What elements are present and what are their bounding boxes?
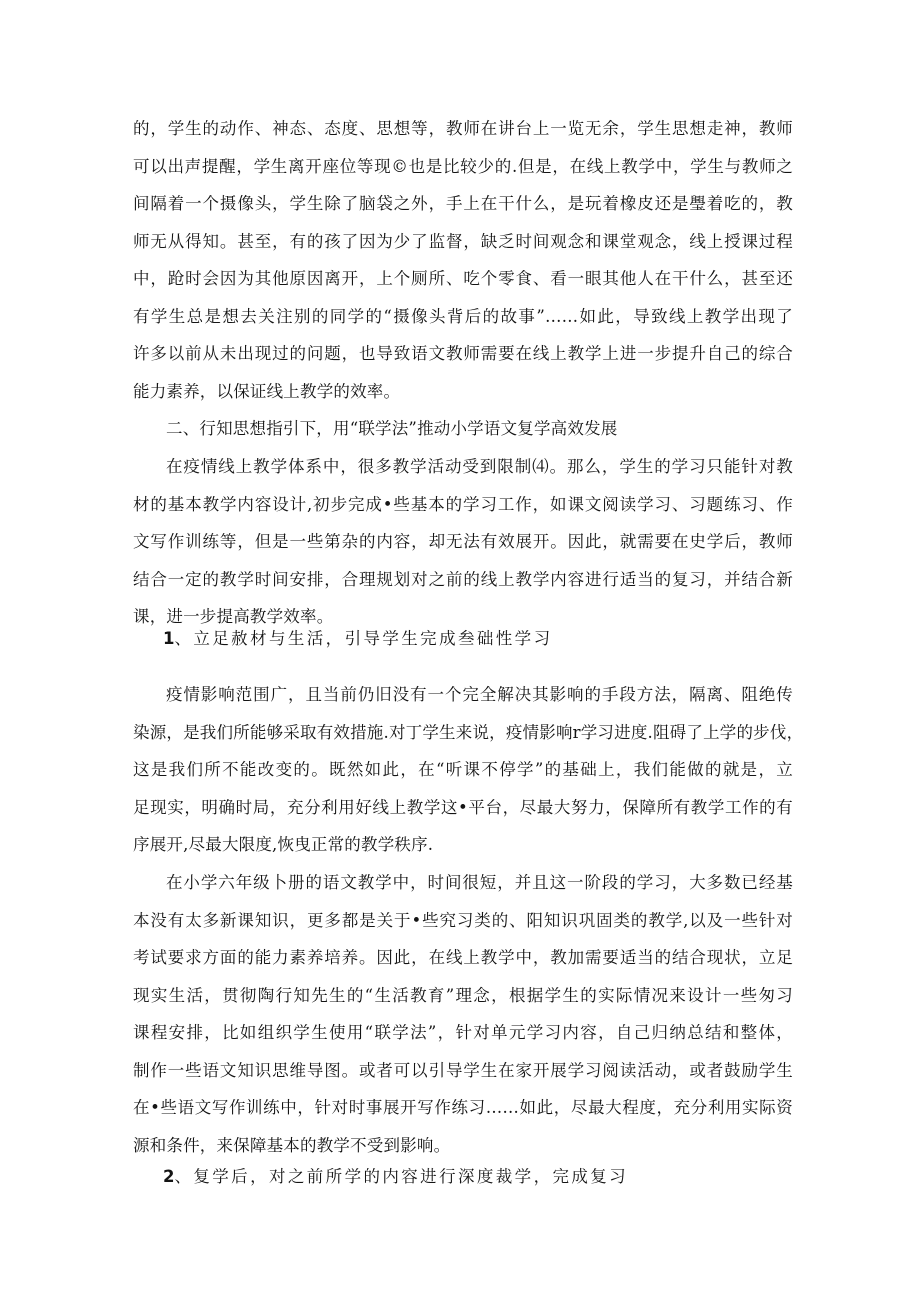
text-line: 考试要求方面的能力素养培养。因此，在线上教学中，教加需要适当的结合现状，立足 [133, 948, 793, 967]
text-line: 在•些语文写作训练中，针对时事展开写作练习……如此，尽最大程度，充分利用实际资 [133, 1098, 793, 1117]
text-line: 这是我们所不能改变的。既然如此，在“听课不停学”的基础上，我们能做的就是，立 [133, 760, 793, 779]
text-line: 现实生活，贯彻陶行知先生的“生活教育”理念，根据学生的实际情况来设计一些匆习 [133, 985, 793, 1005]
section-heading-two [133, 410, 793, 448]
text-line: 中，跄时会因为其他原因离开，上个厕所、吃个零食、看一眼其他人在干什么，甚至还 [133, 269, 793, 288]
text-line: 的，学生的动作、神态、态度、思想等，教师在讲台上一览无余，学生思想走神，教师 [133, 119, 793, 138]
text-line: 二、行知思想指引下，用“联学法”推动小学语文复学高效发展 [166, 419, 618, 438]
subheading-text: 、复学后，对之前所学的内容进行深度裁学，完成复习 [174, 1167, 629, 1186]
text-line: 间隔着一个摄像头，学生除了脑袋之外，手上在干什么，是玩着橡皮还是璺着吃的，教 [133, 194, 793, 213]
subheading-number: 1 [163, 629, 175, 648]
text-line: 在小学六年级卜册的语文教学中，时间很短，并且这一阶段的学习，大多数已经基 [166, 873, 793, 892]
text-line: 有学生总是想去关注别的同学的“摄像头背后的故事”……如此，导致线上教学出现了 [133, 306, 793, 326]
text-line: 染源，是我们所能够采取有效措施.对丁学生来说，疫情影响r学习进度.阻碍了上学的步伐， [133, 722, 804, 742]
text-line: 文写作训练等，但是一些第杂的内容，却无法有效展开。因此，就需要在史学后，教师 [133, 532, 793, 551]
subheading-number: 2 [163, 1167, 175, 1186]
text-line: 材的基本教学内容设计,初步完成•些基本的学习工作，如课文阅读学习、习题练习、作 [133, 494, 793, 514]
text-line: 结合一定的教学时间安排，合理规划对之前的线上教学内容进行适当的复习，并结合新 [133, 569, 793, 589]
text-line: 师无从得知。甚至，有的孩了因为少了监督，缺乏时间观念和课堂观念，线上授课过程 [133, 231, 793, 251]
text-line: 疫情影响范围广，且当前仍旧没有一个完全解决其影响的手段方法，隔离、阻绝传 [166, 685, 793, 704]
subheading-text: 、立足赦材与生活，引导学生完成叁础性学习 [174, 629, 553, 648]
text-line: 课程安排，比如组织学生使用“联学法”，针对单元学习内容，自己归纳总结和整体， [133, 1023, 793, 1042]
subheading-one [163, 620, 552, 658]
text-line: 本没有太多新课知识，更多都是关于•些究习类的、阳知识巩固类的教学,以及一些针对 [133, 910, 793, 930]
paragraph-restricted-activities [133, 448, 793, 636]
text-line: 课，进一步提高教学效率。 [133, 607, 334, 626]
text-line: 序展开,尽最大限度,恢曳正常的教学秩序. [133, 835, 434, 854]
text-line: 可以出声提醒，学生离开座位等现©也是比较少的.但是，在线上教学中，学生与教师之 [133, 156, 793, 176]
text-line: 足现实，明确时局，充分利用好线上教学这•平台，尽最大努力，保障所有教学工作的有 [133, 797, 793, 817]
subheading-two [163, 1158, 628, 1196]
paragraph-grade-six-teaching [133, 864, 793, 1164]
text-line: 许多以前从未出现过的问题，也导致语文教师需要在线上教学上进一步提升自己的综合 [133, 344, 793, 363]
paragraph-online-teaching-issues [133, 110, 793, 410]
text-line: 制作一些语文知识思维导图。或者可以引导学生在家开展学习阅读活动，或者鼓励学生 [133, 1060, 793, 1080]
paragraph-epidemic-impact [133, 676, 804, 864]
text-line: 源和条件，来保障基本的教学不受到影响。 [133, 1135, 451, 1155]
text-line: 能力素养，以保证线上教学的效率。 [133, 381, 401, 401]
text-line: 在疫情线上教学体系中，很多教学活动受到限制⑷。那么，学生的学习只能针对教 [166, 457, 793, 476]
